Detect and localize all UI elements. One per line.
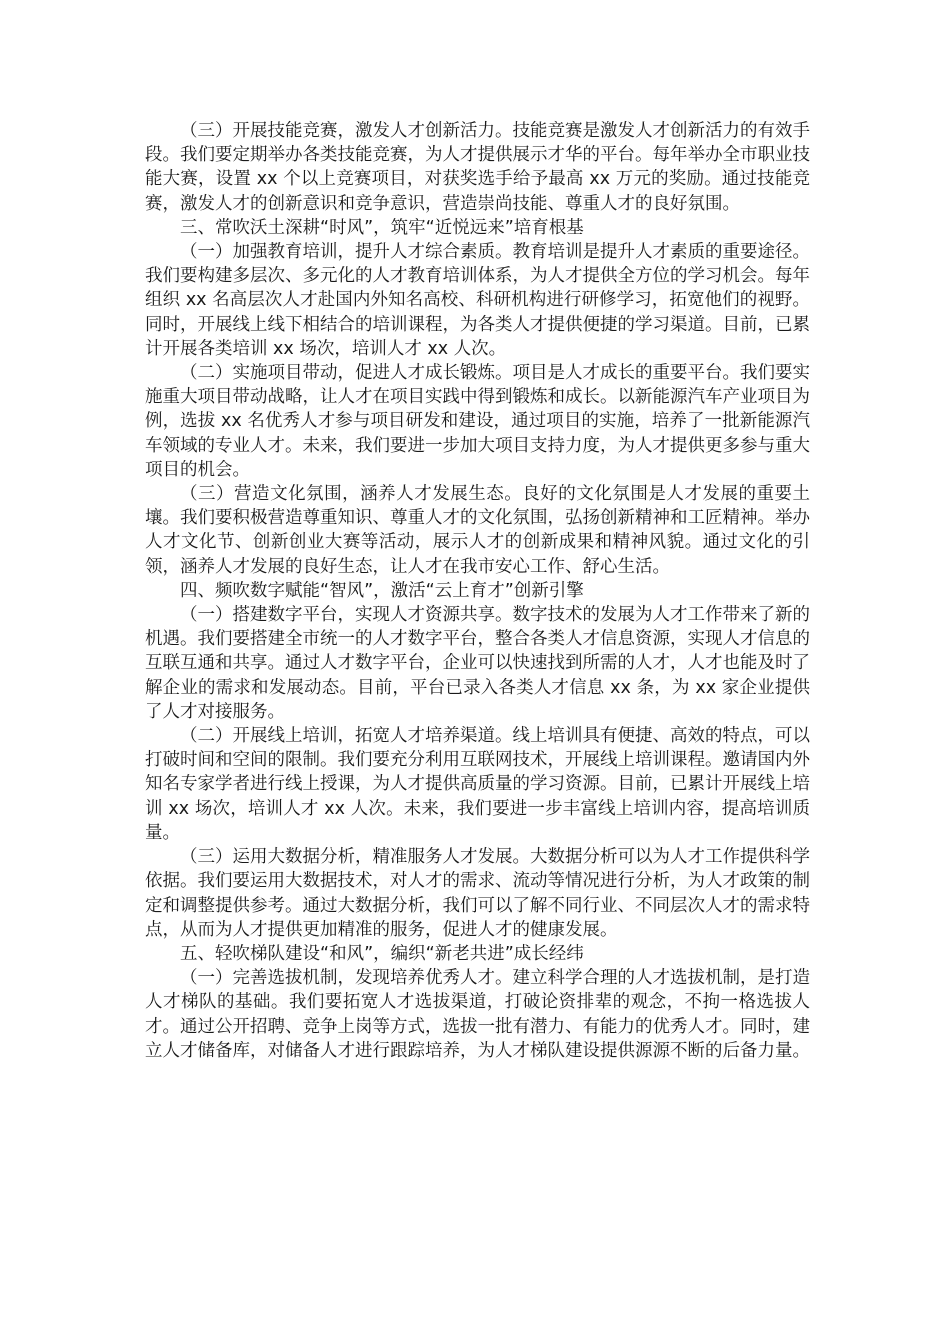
document-body (145, 119, 810, 1063)
paragraph-section5-item1: （一）完善选拔机制，发现培养优秀人才。建立科学合理的人才选拔机制，是打造人才梯队的基础。我们要拓宽人才选拔渠道，打破论资排辈的观念，不拘一格选拔人才。通过公开招聘、竞争上岗等方式，选拔一批有潜力、有能力的优秀人才。同时，建立人才储备库，对储备人才进行跟踪培养，为人才梯队建设提供源源不断的后备力量。 (145, 968, 810, 1061)
paragraph-section3-item1: （一）加强教育培训，提升人才综合素质。教育培训是提升人才素质的重要途径。我们要构建多层次、多元化的人才教育培训体系，为人才提供全方位的学习机会。每年组织 xx 名高层次人才赴国内外知名高校、科研机构进行研修学习，拓宽他们的视野。同时，开展线上线下相结合的培训课程，为各类人才提供便捷的学习渠道。目前，已累计开展各类培训 xx 场次，培训人才 xx 人次。 (145, 242, 810, 359)
paragraph-section4-item3: （三）运用大数据分析，精准服务人才发展。大数据分析可以为人才工作提供科学依据。我们要运用大数据技术，对人才的需求、流动等情况进行分析，为人才政策的制定和调整提供参考。通过大数据分析，我们可以了解不同行业、不同层次人才的需求特点，从而为人才提供更加精准的服务，促进人才的健康发展。 (145, 847, 810, 940)
paragraph-section4-item2: （二）开展线上培训，拓宽人才培养渠道。线上培训具有便捷、高效的特点，可以打破时间和空间的限制。我们要充分利用互联网技术，开展线上培训课程。邀请国内外知名专家学者进行线上授课，为人才提供高质量的学习资源。目前，已累计开展线上培训 xx 场次，培训人才 xx 人次。未来，我们要进一步丰富线上培训内容，提高培训质量。 (145, 726, 810, 843)
section-heading-5: 五、轻吹梯队建设“和风”，编织“新老共进”成长经纬 (180, 943, 584, 964)
paragraph-section4-item1: （一）搭建数字平台，实现人才资源共享。数字技术的发展为人才工作带来了新的机遇。我们要搭建全市统一的人才数字平台，整合各类人才信息资源，实现人才信息的互联互通和共享。通过人才数字平台，企业可以快速找到所需的人才，人才也能及时了解企业的需求和发展动态。目前，平台已录入各类人才信息 xx 条，为 xx 家企业提供了人才对接服务。 (145, 605, 810, 722)
paragraph-section3-item3b: （三）营造文化氛围，涵养人才发展生态。良好的文化氛围是人才发展的重要土壤。我们要积极营造尊重知识、尊重人才的文化氛围，弘扬创新精神和工匠精神。举办人才文化节、创新创业大赛等活动，展示人才的创新成果和精神风貌。通过文化的引领，涵养人才发展的良好生态，让人才在我市安心工作、舒心生活。 (145, 484, 810, 577)
paragraph-section3-item3: （三）开展技能竞赛，激发人才创新活力。技能竞赛是激发人才创新活力的有效手段。我们要定期举办各类技能竞赛，为人才提供展示才华的平台。每年举办全市职业技能大赛，设置 xx 个以上竞赛项目，对获奖选手给予最高 xx 万元的奖励。通过技能竞赛，激发人才的创新意识和竞争意识，营造崇尚技能、尊重人才的良好氛围。 (145, 121, 810, 214)
section-heading-3: 三、常吹沃土深耕“时风”，筑牢“近悦远来”培育根基 (180, 217, 584, 238)
section-heading-4: 四、频吹数字赋能“智风”，激活“云上育才”创新引擎 (180, 580, 584, 601)
paragraph-section3-item2: （二）实施项目带动，促进人才成长锻炼。项目是人才成长的重要平台。我们要实施重大项目带动战略，让人才在项目实践中得到锻炼和成长。以新能源汽车产业项目为例，选拔 xx 名优秀人才参与项目研发和建设，通过项目的实施，培养了一批新能源汽车领域的专业人才。未来，我们要进一步加大项目支持力度，为人才提供更多参与重大项目的机会。 (145, 363, 810, 480)
